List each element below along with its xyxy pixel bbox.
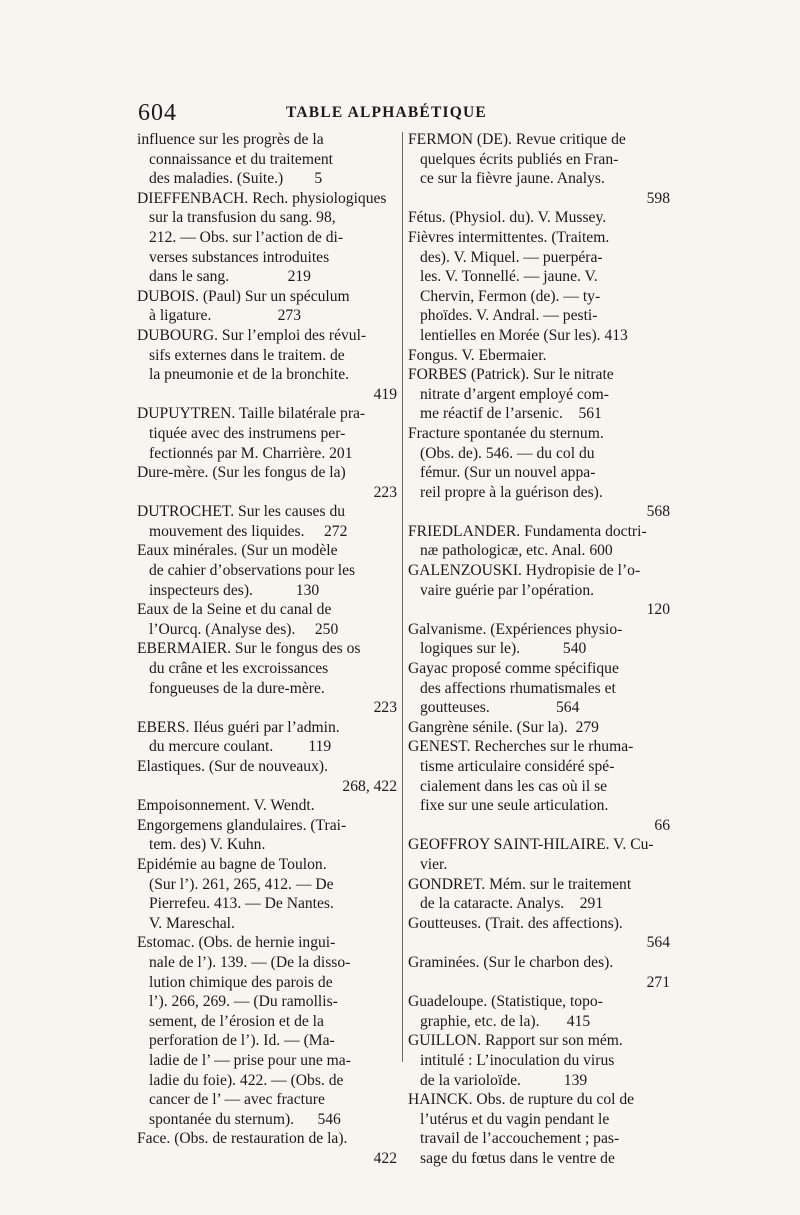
index-entry-line: nitrate d’argent employé com- [420, 385, 609, 403]
index-entry-line: l’utérus et du vagin pendant le [420, 1110, 610, 1128]
index-entry-line: Epidémie au bagne de Toulon. [137, 855, 327, 873]
index-entry-line: cancer de l’ — avec fracture [149, 1091, 325, 1109]
index-entry-line: Elastiques. (Sur de nouveaux). [137, 758, 328, 775]
index-entry [408, 346, 670, 366]
index-entry-line: de cahier d’observations pour les [149, 562, 356, 580]
index-entry-line: FRIEDLANDER. Fundamenta doctri- [408, 522, 647, 540]
index-entry-line: Gangrène sénile. (Sur la). 279 [408, 718, 599, 736]
index-entry [137, 796, 397, 816]
index-entry-line: Dure-mère. (Sur les fongus de la) [137, 464, 346, 482]
index-entry [137, 1129, 397, 1168]
index-entry-line: 212. — Obs. sur l’action de di- [149, 228, 344, 246]
index-entry-line: phoïdes. V. Andral. — pesti- [420, 307, 598, 325]
index-entry-line: EBERS. Iléus guéri par l’admin. [137, 718, 340, 736]
index-entry-line: fongueuses de la dure-mère. [149, 679, 325, 697]
index-entry-line: 568 [646, 503, 670, 521]
index-entry-line: vier. [420, 855, 448, 873]
index-entry-line: cialement dans les cas où il se [420, 777, 608, 795]
index-entry-line: fémur. (Sur un nouvel appa- [420, 464, 596, 482]
index-entry-line: du crâne et les excroissances [149, 660, 329, 678]
index-entry [408, 208, 670, 228]
index-entry-line: DUBOURG. Sur l’emploi des révul- [137, 326, 367, 344]
index-entry-line: sement, de l’érosion et de la [149, 1012, 324, 1030]
index-entry-line: næ pathologicæ, etc. Anal. 600 [420, 542, 613, 560]
index-entry-line: me réactif de l’arsenic. 561 [420, 405, 602, 423]
index-entry-line: 66 [654, 816, 670, 834]
index-entry-line: mouvement des liquides. 272 [149, 522, 348, 540]
index-entry-line: Fièvres intermittentes. (Traitem. [408, 228, 610, 246]
index-entry [408, 561, 670, 620]
index-entry-line: des affections rhumatismales et [420, 679, 616, 697]
index-entry [137, 404, 397, 463]
index-entry [408, 953, 670, 992]
index-entry-line: tisme articulaire considéré spé- [420, 758, 615, 775]
index-entry-line: Galvanisme. (Expériences physio- [408, 620, 623, 638]
index-entry-line: Chervin, Fermon (de). — ty- [420, 287, 601, 305]
index-entry-line: Graminées. (Sur le charbon des). [408, 953, 614, 971]
left-column [137, 130, 397, 1168]
index-entry-line: dans le sang. 219 [149, 268, 311, 286]
index-entry-line: DUBOIS. (Paul) Sur un spéculum [137, 287, 350, 305]
index-entry-line: 268, 422 [342, 777, 397, 795]
index-entry-line: 271 [646, 973, 670, 991]
index-entry-line: 598 [646, 189, 670, 207]
index-entry [408, 522, 670, 561]
index-entry-line: 223 [373, 483, 397, 501]
index-entry-line: Face. (Obs. de restauration de la). [137, 1130, 348, 1148]
index-entry-line: Empoisonnement. V. Wendt. [137, 797, 315, 815]
index-entry-line: sur la transfusion du sang. 98, [149, 209, 336, 227]
index-entry-line: l’). 266, 269. — (Du ramollis- [149, 993, 338, 1011]
index-entry-line: sage du fœtus dans le ventre de [420, 1149, 615, 1167]
index-entry [408, 992, 670, 1031]
index-entry [408, 718, 670, 738]
index-entry-line: verses substances introduites [149, 248, 330, 266]
index-entry-line: FERMON (DE). Revue critique de [408, 131, 626, 148]
index-entry-line: GONDRET. Mém. sur le traitement [408, 875, 632, 893]
page-number: 604 [138, 100, 177, 126]
index-entry [137, 463, 397, 502]
index-entry-line: des). V. Miquel. — puerpéra- [420, 248, 603, 266]
index-entry-line: des maladies. (Suite.) 5 [149, 170, 323, 188]
index-entry-line: inspecteurs des). 130 [149, 581, 320, 599]
index-entry-line: à ligature. 273 [149, 307, 302, 325]
index-entry-line: intitulé : L’inoculation du virus [420, 1051, 615, 1069]
index-entry-line: DUPUYTREN. Taille bilatérale pra- [137, 405, 366, 423]
index-entry [137, 600, 397, 639]
index-entry-line: spontanée du sternum). 546 [149, 1110, 341, 1128]
index-entry-line: tem. des) V. Kuhn. [149, 836, 266, 854]
index-entry [137, 287, 397, 326]
index-entry-line: sifs externes dans le traitem. de [149, 346, 345, 364]
index-entry [408, 875, 670, 914]
index-entry-line: goutteuses. 564 [420, 699, 580, 717]
index-entry [408, 914, 670, 953]
index-entry [408, 424, 670, 522]
index-entry-line: la pneumonie et de la bronchite. [149, 366, 350, 384]
index-entry-line: influence sur les progrès de la [137, 131, 324, 148]
index-entry [137, 326, 397, 404]
index-entry-line: Eaux minérales. (Sur un modèle [137, 542, 338, 560]
index-entry-line: graphie, etc. de la). 415 [420, 1012, 591, 1030]
index-entry-line: Fongus. V. Ebermaier. [408, 346, 547, 364]
index-entry-line: Pierrefeu. 413. — De Nantes. [149, 895, 334, 913]
index-entry [137, 816, 397, 855]
index-entry [137, 189, 397, 287]
index-entry [137, 130, 397, 189]
index-entry-line: DIEFFENBACH. Rech. physiologiques [137, 189, 387, 207]
index-entry-line: Engorgemens glandulaires. (Trai- [137, 816, 347, 834]
index-entry-line: GEOFFROY SAINT-HILAIRE. V. Cu- [408, 836, 654, 854]
index-entry-line: perforation de l’). Id. — (Ma- [149, 1032, 335, 1050]
index-entry-line: quelques écrits publiés en Fran- [420, 150, 619, 168]
index-entry [137, 718, 397, 757]
index-entry-line: Estomac. (Obs. de hernie ingui- [137, 934, 336, 952]
index-entry [408, 365, 670, 424]
index-entry [137, 757, 397, 796]
index-entry-line: GUILLON. Rapport sur son mém. [408, 1032, 623, 1050]
index-entry-line: 223 [373, 699, 397, 717]
index-entry-line: V. Mareschal. [149, 914, 235, 932]
column-rule [402, 132, 403, 1062]
running-head: TABLE ALPHABÉTIQUE [286, 104, 487, 121]
index-entry [408, 659, 670, 718]
index-entry-line: Guadeloupe. (Statistique, topo- [408, 993, 603, 1011]
index-entry [137, 639, 397, 717]
index-entry-line: reil propre à la guérison des). [420, 483, 603, 501]
index-entry-line: Eaux de la Seine et du canal de [137, 601, 332, 619]
index-entry-line: Gayac proposé comme spécifique [408, 660, 619, 678]
index-entry-line: nale de l’). 139. — (De la disso- [149, 953, 351, 971]
index-entry-line: l’Ourcq. (Analyse des). 250 [149, 620, 339, 638]
index-entry [408, 835, 670, 874]
index-entry-line: travail de l’accouchement ; pas- [420, 1130, 620, 1148]
index-entry-line: ladie du foie). 422. — (Obs. de [149, 1071, 344, 1089]
index-entry-line: lentielles en Morée (Sur les). 413 [420, 326, 628, 344]
index-entry-line: HAINCK. Obs. de rupture du col de [408, 1091, 635, 1109]
index-entry [408, 130, 670, 208]
index-entry [408, 737, 670, 835]
index-entry-line: tiquée avec des instrumens per- [149, 424, 346, 442]
index-entry-line: 419 [373, 385, 397, 403]
index-entry-line: ce sur la fièvre jaune. Analys. [420, 170, 605, 188]
index-entry-line: de la varioloïde. 139 [420, 1071, 588, 1089]
index-entry-line: EBERMAIER. Sur le fongus des os [137, 640, 361, 658]
index-entry-line: de la cataracte. Analys. 291 [420, 895, 604, 913]
index-entry-line: FORBES (Patrick). Sur le nitrate [408, 366, 614, 384]
index-entry [408, 620, 670, 659]
index-entry-line: GENEST. Recherches sur le rhuma- [408, 738, 634, 756]
index-entry-line: connaissance et du traitement [149, 150, 334, 168]
index-entry [137, 541, 397, 600]
index-entry [408, 228, 670, 346]
index-entry-line: DUTROCHET. Sur les causes du [137, 503, 346, 521]
index-entry-line: (Obs. de). 546. — du col du [420, 444, 595, 462]
index-entry-line: 120 [646, 601, 670, 619]
index-entry-line: les. V. Tonnellé. — jaune. V. [420, 268, 598, 286]
index-entry [137, 502, 397, 541]
index-entry-line: (Sur l’). 261, 265, 412. — De [149, 875, 334, 893]
index-entry-line: logiques sur le). 540 [420, 640, 587, 658]
index-entry-line: 564 [646, 934, 670, 952]
index-entry [408, 1031, 670, 1090]
index-entry-line: du mercure coulant. 119 [149, 738, 332, 756]
index-entry-line: fectionnés par M. Charrière. 201 [149, 444, 353, 462]
index-entry [408, 1090, 670, 1168]
index-entry-line: Fracture spontanée du sternum. [408, 424, 604, 442]
index-entry-line: Fétus. (Physiol. du). V. Mussey. [408, 209, 607, 227]
index-entry-line: vaire guérie par l’opération. [420, 581, 595, 599]
index-entry [137, 933, 397, 1129]
index-entry-line: ladie de l’ — prise pour une ma- [149, 1051, 351, 1069]
index-entry-line: GALENZOUSKI. Hydropisie de l’o- [408, 562, 641, 580]
index-entry-line: 422 [373, 1149, 397, 1167]
index-entry-line: lution chimique des parois de [149, 973, 333, 991]
index-entry-line: Goutteuses. (Trait. des affections). [408, 914, 623, 932]
index-entry-line: fixe sur une seule articulation. [420, 797, 609, 815]
index-entry [137, 855, 397, 933]
right-column [408, 130, 670, 1168]
